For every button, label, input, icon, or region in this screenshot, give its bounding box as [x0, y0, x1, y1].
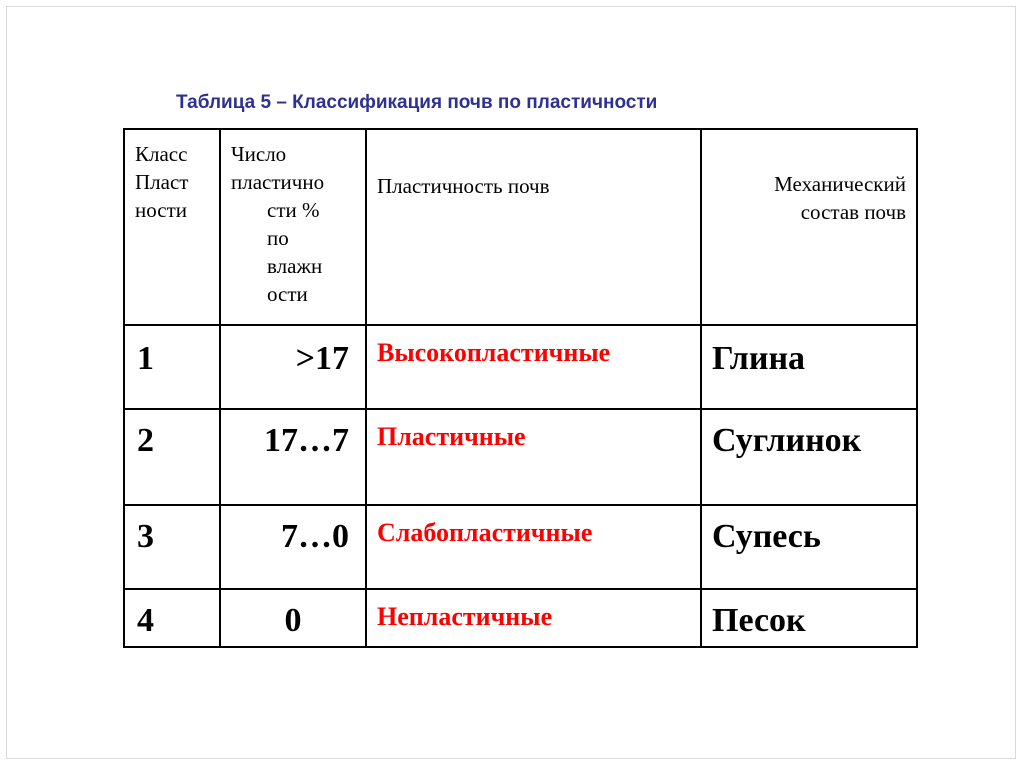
plasticity-cell: Пластичные	[366, 409, 701, 505]
number-cell: >17	[220, 325, 366, 409]
table-row	[124, 505, 917, 589]
plasticity-cell: Высокопластичные	[366, 325, 701, 409]
header-plasticity-number	[220, 129, 366, 325]
class-cell: 4	[124, 589, 220, 647]
header-number-line: пластично	[231, 170, 325, 194]
composition-cell: Суглинок	[701, 409, 917, 505]
plasticity-table	[123, 128, 918, 648]
header-mech-line: состав почв	[800, 200, 906, 224]
header-number-line: Число	[231, 142, 287, 166]
header-row	[124, 129, 917, 325]
class-cell: 3	[124, 505, 220, 589]
table-title: Таблица 5 – Классификация почв по пластичности	[176, 92, 658, 113]
header-mech-line: Механический	[774, 172, 906, 196]
composition-cell: Глина	[701, 325, 917, 409]
header-soil-plasticity: Пластичность почв	[366, 129, 701, 325]
plasticity-cell: Непластичные	[366, 589, 701, 647]
header-number-line: ости	[267, 282, 308, 306]
composition-cell: Песок	[701, 589, 917, 647]
number-cell: 17…7	[220, 409, 366, 505]
header-number-line: по	[267, 226, 289, 250]
header-class-line: Пласт	[135, 170, 189, 194]
table-row	[124, 409, 917, 505]
header-mechanical-composition	[701, 129, 917, 325]
header-class	[124, 129, 220, 325]
header-number-line: влажн	[267, 254, 323, 278]
class-cell: 2	[124, 409, 220, 505]
header-class-line: ности	[135, 198, 187, 222]
header-number-line: сти %	[267, 198, 320, 222]
number-cell: 7…0	[220, 505, 366, 589]
table-row	[124, 589, 917, 647]
header-class-line: Класс	[135, 142, 188, 166]
number-cell: 0	[220, 589, 366, 647]
class-cell: 1	[124, 325, 220, 409]
plasticity-cell: Слабопластичные	[366, 505, 701, 589]
composition-cell: Супесь	[701, 505, 917, 589]
table-row	[124, 325, 917, 409]
